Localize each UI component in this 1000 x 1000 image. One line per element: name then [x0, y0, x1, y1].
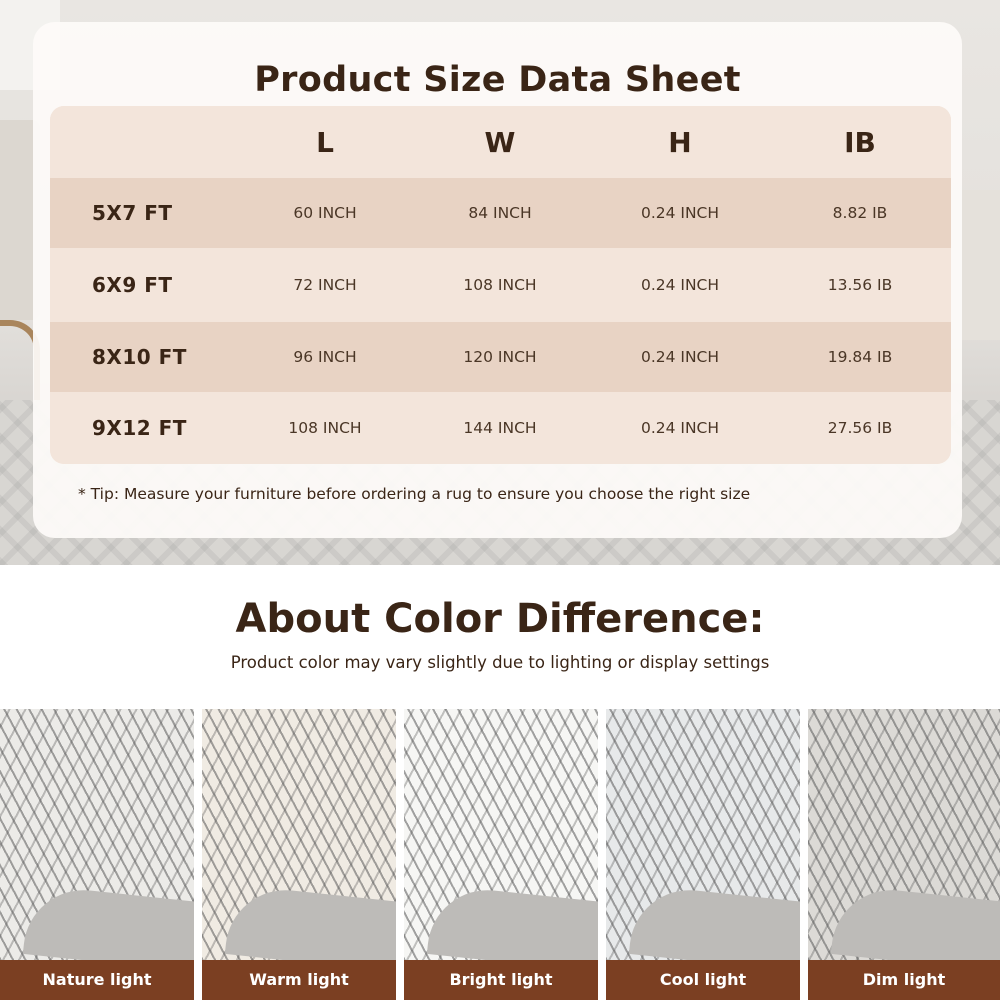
- swatch-label: Bright light: [404, 960, 598, 1000]
- row-size-label: 6X9 FT: [92, 273, 173, 297]
- cell-height: 0.24 INCH: [640, 419, 720, 437]
- column-header-height: H: [668, 125, 692, 159]
- table-row: [50, 322, 951, 392]
- swatch-label: Cool light: [606, 960, 800, 1000]
- cell-weight: 19.84 IB: [827, 348, 893, 366]
- color-difference-title: About Color Difference:: [235, 596, 765, 642]
- column-header-width: W: [484, 125, 516, 159]
- swatch-label: Nature light: [0, 960, 194, 1000]
- cell-width: 120 INCH: [463, 348, 537, 366]
- cell-weight: 13.56 IB: [827, 276, 893, 294]
- swatch-label: Dim light: [808, 960, 1000, 1000]
- row-size-label: 9X12 FT: [92, 416, 187, 440]
- row-size-label: 8X10 FT: [92, 345, 187, 369]
- cell-height: 0.24 INCH: [640, 204, 720, 222]
- table-row: [50, 392, 951, 464]
- size-data-card: [33, 22, 962, 538]
- size-tip-note: * Tip: Measure your furniture before ordering a rug to ensure you choose the right size: [78, 485, 751, 503]
- color-difference-subtitle: Product color may vary slightly due to lighting or display settings: [230, 653, 770, 672]
- table-row: [50, 248, 951, 322]
- cell-height: 0.24 INCH: [640, 276, 720, 294]
- swatch-nature-light: [0, 709, 194, 1000]
- cell-width: 84 INCH: [468, 204, 532, 222]
- cell-width: 108 INCH: [463, 276, 537, 294]
- cell-length: 96 INCH: [293, 348, 357, 366]
- table-header-row: [50, 106, 951, 178]
- size-table: [50, 106, 951, 464]
- swatch-label: Warm light: [202, 960, 396, 1000]
- column-header-length: L: [316, 125, 334, 159]
- swatch-bright-light: [404, 709, 598, 1000]
- cell-weight: 27.56 IB: [827, 419, 893, 437]
- swatch-cool-light: [606, 709, 800, 1000]
- cell-height: 0.24 INCH: [640, 348, 720, 366]
- cell-width: 144 INCH: [463, 419, 537, 437]
- size-sheet-title: Product Size Data Sheet: [254, 60, 741, 100]
- lighting-swatches: [0, 709, 1000, 1000]
- swatch-warm-light: [202, 709, 396, 1000]
- cell-weight: 8.82 IB: [832, 204, 888, 222]
- cell-length: 60 INCH: [293, 204, 357, 222]
- column-header-weight: IB: [844, 125, 876, 159]
- row-size-label: 5X7 FT: [92, 201, 173, 225]
- cell-length: 72 INCH: [293, 276, 357, 294]
- table-row: [50, 178, 951, 248]
- swatch-dim-light: [808, 709, 1000, 1000]
- cell-length: 108 INCH: [288, 419, 362, 437]
